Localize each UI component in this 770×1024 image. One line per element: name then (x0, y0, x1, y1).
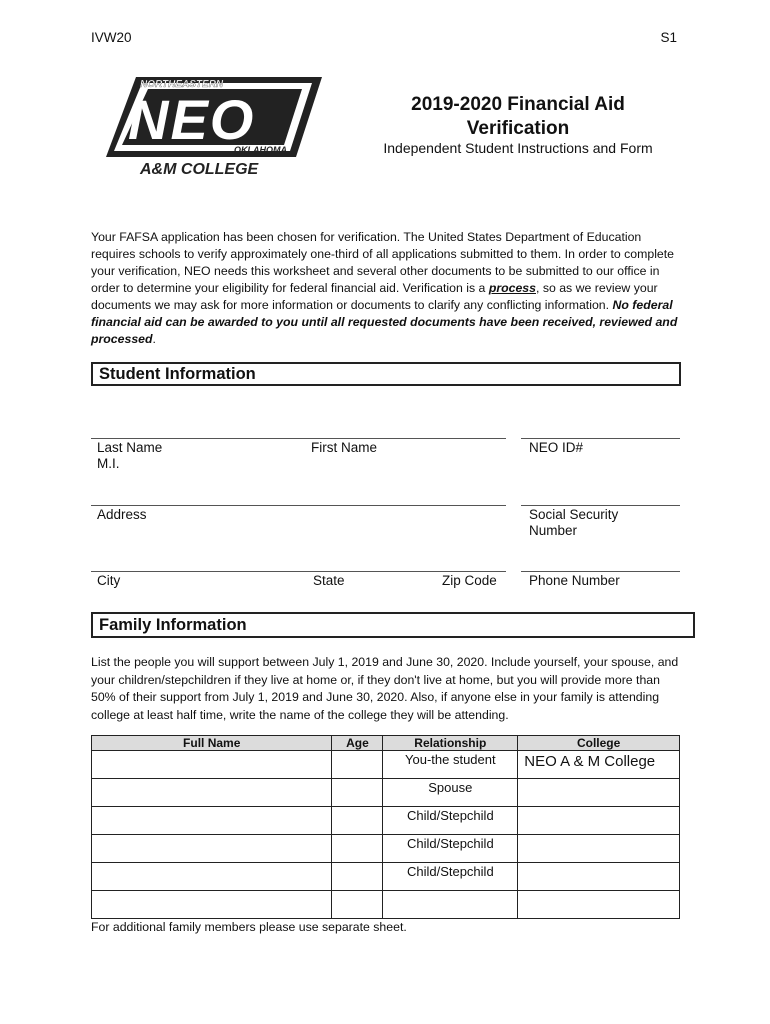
phone-line[interactable] (521, 571, 680, 572)
full-name-cell[interactable] (92, 779, 332, 807)
college-cell[interactable] (518, 807, 680, 835)
full-name-cell[interactable] (92, 751, 332, 779)
logo-state-text: OKLAHOMA (234, 145, 287, 155)
family-table (91, 735, 680, 919)
title-line-2: Verification (466, 118, 570, 139)
table-row (92, 891, 680, 919)
student-section-heading: Student Information (91, 362, 681, 386)
family-instructions: List the people you will support between July 1, 2019 and June 30, 2020. Include yourself, your spouse, and your children/stepchildren if they live at home or, if they don't live at home, but you will provide more than 50% of their support from July 1, 2019 and June 30, 2020. Also, if anyone else in your family is attending college at least half time, write the name of the college they will be attending. (91, 655, 679, 722)
address-line[interactable] (91, 505, 506, 506)
address-label: Address (97, 507, 147, 522)
table-row (92, 807, 680, 835)
age-cell[interactable] (332, 863, 383, 891)
col-full-name: Full Name (92, 736, 332, 751)
intro-text-1: Your FAFSA application has been chosen for verification. The United States Department of Education requires schools to verify approximately one-third of all applications submitted to them. In order to complete your verification, NEO needs this worksheet and several other documents to be submitted to our office in order to determine your eligibility for federal financial aid. Verification is a (91, 230, 675, 295)
age-cell[interactable] (332, 835, 383, 863)
logo-bottom-text: A&M COLLEGE (140, 161, 259, 178)
logo-top-text: NORTHEASTERN (140, 79, 224, 90)
table-row (92, 863, 680, 891)
ssn-label-line-1: Social Security (529, 507, 619, 522)
last-name-text: Last Name (97, 440, 163, 455)
ssn-label-line-2: Number (529, 523, 578, 538)
full-name-cell[interactable] (92, 807, 332, 835)
city-state-zip-line[interactable] (91, 571, 506, 572)
college-cell[interactable] (518, 779, 680, 807)
title-line-1: 2019-2020 Financial Aid (411, 94, 625, 115)
age-cell[interactable] (332, 779, 383, 807)
college-cell[interactable] (518, 891, 680, 919)
phone-label: Phone Number (529, 573, 620, 588)
mi-text: M.I. (97, 456, 120, 471)
col-age: Age (332, 736, 383, 751)
page-subtitle: Independent Student Instructions and Form (383, 140, 653, 156)
col-relationship: Relationship (383, 736, 518, 751)
college-cell[interactable]: NEO A & M College (518, 751, 680, 779)
college-cell[interactable] (518, 835, 680, 863)
neo-id-line[interactable] (521, 438, 680, 439)
relationship-cell: Child/Stepchild (383, 863, 518, 891)
ssn-line[interactable] (521, 505, 680, 506)
form-code-left: IVW20 (91, 30, 132, 45)
relationship-cell[interactable] (383, 891, 518, 919)
logo-main-text: NEO (128, 88, 256, 151)
form-code-right: S1 (660, 30, 677, 45)
family-table-header (92, 736, 680, 751)
first-name-label: First Name (311, 440, 378, 455)
full-name-cell[interactable] (92, 863, 332, 891)
family-section-heading: Family Information (91, 612, 695, 638)
page-title (362, 93, 674, 141)
ssn-label (529, 507, 618, 539)
city-label: City (97, 573, 121, 588)
college-cell[interactable] (518, 863, 680, 891)
name-line[interactable] (91, 438, 506, 439)
relationship-cell: You-the student (383, 751, 518, 779)
table-row (92, 835, 680, 863)
footnote: For additional family members please use separate sheet. (91, 920, 407, 934)
table-row (92, 779, 680, 807)
age-cell[interactable] (332, 891, 383, 919)
neo-id-label: NEO ID# (529, 440, 584, 455)
relationship-cell: Spouse (383, 779, 518, 807)
zip-label: Zip Code (442, 573, 497, 588)
last-name-label (97, 440, 162, 472)
intro-warning: No federal financial aid can be awarded to you until all requested documents have been received, reviewed and processed (91, 298, 678, 346)
intro-end: . (152, 332, 156, 346)
age-cell[interactable] (332, 751, 383, 779)
state-label: State (313, 573, 345, 588)
neo-college-logo (106, 73, 324, 179)
intro-paragraph (91, 229, 681, 348)
relationship-cell: Child/Stepchild (383, 807, 518, 835)
relationship-cell: Child/Stepchild (383, 835, 518, 863)
col-college: College (518, 736, 680, 751)
table-row (92, 751, 680, 779)
age-cell[interactable] (332, 807, 383, 835)
full-name-cell[interactable] (92, 891, 332, 919)
intro-text-2: , so as we review your documents we may ask for more information or documents to clarify any conflicting information. (91, 281, 658, 312)
full-name-cell[interactable] (92, 835, 332, 863)
intro-process-word: process (488, 281, 536, 295)
